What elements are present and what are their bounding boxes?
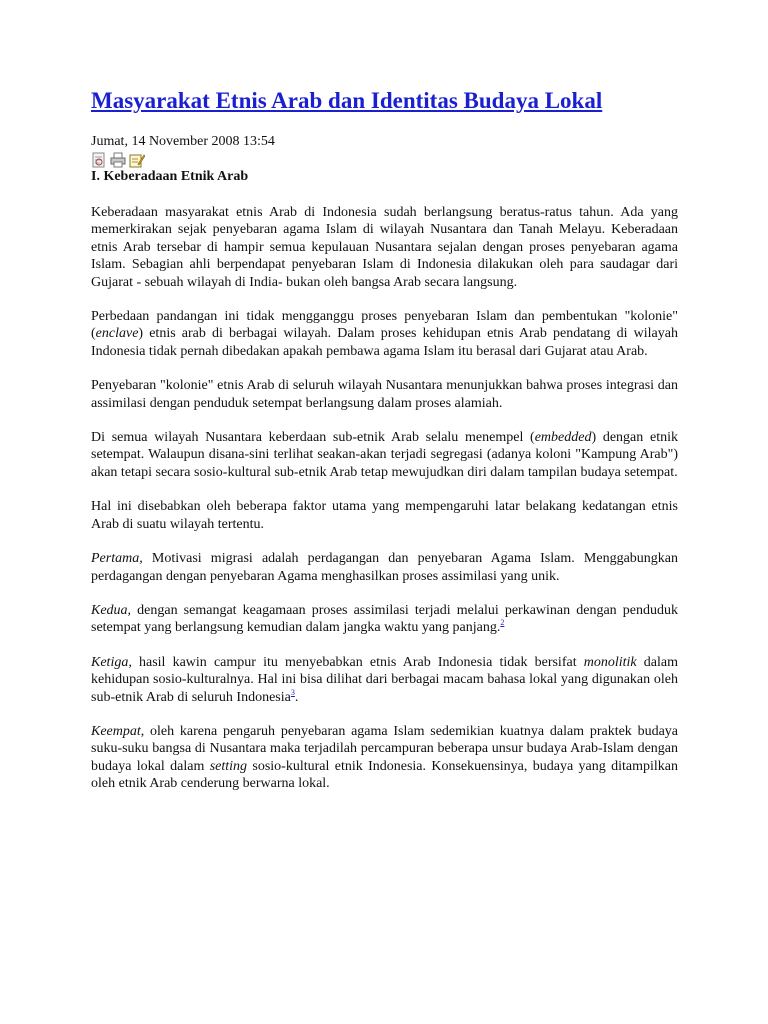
- paragraph-text: .: [294, 689, 299, 705]
- paragraph-text: Di semua wilayah Nusantara keberdaan sub-etnik Arab selalu menempel (: [91, 430, 535, 446]
- paragraph-2: [91, 308, 678, 360]
- print-icon[interactable]: [110, 152, 126, 168]
- article-body: [91, 204, 678, 810]
- paragraph-4: [91, 429, 678, 481]
- paragraph-6: [91, 550, 678, 585]
- emphasis-embedded: embedded: [534, 430, 592, 446]
- paragraph-text: , oleh karena pengaruh penyebaran agama Islam sedemikian kuatnya dalam praktek budaya suku-suku bangsa di Nusantara maka terjadilah percampuran beberapa unsur budaya Arab-Islam dengan budaya lokal dalam: [91, 723, 678, 774]
- article-toolbar: [91, 152, 145, 168]
- emphasis-keempat: Keempat: [91, 723, 141, 739]
- emphasis-pertama: Pertama,: [91, 551, 143, 567]
- article-date: Jumat, 14 November 2008 13:54: [91, 134, 275, 149]
- paragraph-text: dalam kehidupan sosio-kulturalnya. Hal ini bisa dilihat dari berbagai macam bahasa lokal yang digunakan oleh sub-etnik Arab di seluruh Indonesia: [91, 654, 678, 705]
- paragraph-text: sosio-kultural etnik Indonesia. Konsekuensinya, budaya yang ditampilkan oleh etnik Arab cenderung berwarna lokal.: [91, 758, 678, 792]
- emphasis-enclave: enclave: [95, 326, 139, 342]
- footnote-link-3[interactable]: 3: [290, 687, 295, 697]
- paragraph-text: ) etnis arab di berbagai wilayah. Dalam proses kehidupan etnis Arab pendatang di wilayah Indonesia tidak pernah dibedakan apakah pembawa agama Islam itu berasal dari Gujarat atau Arab.: [91, 326, 678, 359]
- paragraph-text: hasil kawin campur itu menyebabkan etnis Arab Indonesia tidak bersifat: [131, 654, 584, 670]
- paragraph-1: [91, 204, 678, 291]
- paragraph-text: ) dengan etnik setempat. Walaupun disana-sini terlihat seakan-akan terjadi segregasi (adanya koloni "Kampung Arab") akan tetapi secara sosio-kultural sub-etnik Arab tetap mewujudkan diri dalam tampilan budaya setempat.: [91, 430, 678, 480]
- section-heading: I. Keberadaan Etnik Arab: [91, 169, 249, 184]
- article-title-link[interactable]: Masyarakat Etnis Arab dan Identitas Budaya Lokal: [91, 88, 603, 113]
- paragraph-8: [91, 654, 678, 706]
- paragraph-text: Perbedaan pandangan ini tidak mengganggu proses penyebaran Islam dan pembentukan "kolonie" (: [91, 309, 678, 342]
- emphasis-setting: setting: [209, 758, 248, 774]
- emphasis-ketiga: Ketiga,: [91, 654, 132, 670]
- paragraph-text: Motivasi migrasi adalah perdagangan dan penyebaran Agama Islam. Menggabungkan perdagangan dengan penyebaran Agama menghasilkan proses assimilasi yang unik.: [91, 551, 678, 584]
- paragraph-text: dengan semangat keagamaan proses assimilasi terjadi melalui perkawinan dengan penduduk setempat yang berlangsung kemudian dalam jangka waktu yang panjang.: [91, 602, 678, 636]
- paragraph-text: Keberadaan masyarakat etnis Arab di Indonesia sudah berlangsung beratus-ratus tahun. Ada yang memerkirakan sejak penyebaran agama Islam di wilayah Nusantara dan Tanah Melayu. Keberadaan etnis Arab tersebar di hampir semua kepulauan Nusantara sejalan dengan proses penyebaran agama Islam. Sebagian ahli berpendapat penyebaran Islam di Indonesia dilakukan oleh para saudagar dari Gujarat - sebuah wilayah di India- bukan oleh bangsa Arab secara langsung.: [91, 205, 678, 290]
- paragraph-5: [91, 498, 678, 533]
- paragraph-text: Penyebaran "kolonie" etnis Arab di seluruh wilayah Nusantara menunjukkan bahwa proses integrasi dan assimilasi dengan penduduk setempat berlangsung dalam proses alamiah.: [91, 378, 678, 411]
- paragraph-text: Hal ini disebabkan oleh beberapa faktor utama yang mempengaruhi latar belakang kedatangan etnis Arab di suatu wilayah tertentu.: [91, 499, 678, 532]
- emphasis-monolitik: monolitik: [583, 654, 637, 670]
- pdf-icon[interactable]: [91, 152, 107, 168]
- paragraph-9: [91, 723, 678, 793]
- paragraph-7: [91, 602, 678, 637]
- email-icon[interactable]: [129, 152, 145, 168]
- paragraph-3: [91, 377, 678, 412]
- emphasis-kedua: Kedua,: [91, 602, 132, 618]
- footnote-link-2[interactable]: 2: [500, 618, 505, 628]
